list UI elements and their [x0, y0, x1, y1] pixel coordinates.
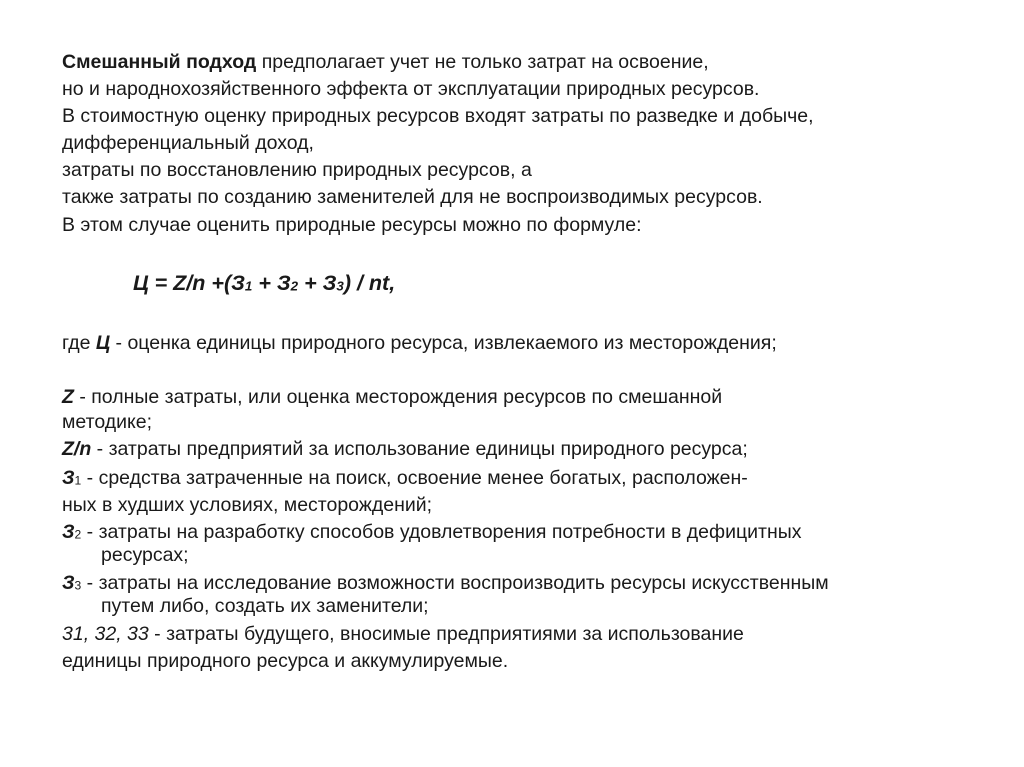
formula — [133, 271, 395, 296]
formula-sub-2: 2 — [290, 278, 299, 294]
formula-sub-3: 3 — [336, 278, 344, 294]
def-future — [62, 622, 744, 646]
intro-line-3: В стоимостную оценку природных ресурсов входят затраты по разведке и добыче, — [62, 105, 814, 127]
def-future-text: - затраты будущего, вносимые предприятиями за использование — [148, 623, 744, 645]
def-z1 — [62, 466, 748, 493]
intro-line-4: дифференциальный доход, — [62, 132, 314, 154]
def-z-text: - полные затраты, или оценка месторождения ресурсов по смешанной — [73, 386, 723, 408]
mixed-approach-term: Смешанный подход — [62, 51, 257, 73]
def-z2-symbol: З — [62, 521, 75, 543]
intro-line-6: также затраты по созданию заменителей для не воспроизводимых ресурсов. — [62, 186, 763, 208]
intro-line-5: затраты по восстановлению природных ресурсов, а — [62, 159, 532, 181]
def-c-prefix: где — [62, 332, 96, 354]
def-z2-text: - затраты на разработку способов удовлетворения потребности в дефицитных — [81, 521, 802, 543]
def-z1-symbol: З — [62, 467, 75, 489]
def-z-symbol: Z — [62, 386, 74, 408]
def-z2-sub: 2 — [74, 527, 82, 542]
def-zn-text: - затраты предприятий за использование единицы природного ресурса; — [91, 438, 748, 460]
formula-sub-1: 1 — [244, 278, 253, 294]
formula-part-3: + З — [298, 271, 337, 295]
def-zn-symbol: Z/n — [62, 438, 92, 460]
def-future-cont: единицы природного ресурса и аккумулируемые. — [62, 650, 509, 672]
def-c-text: - оценка единицы природного ресурса, извлекаемого из месторождения; — [110, 332, 777, 354]
formula-part-2: + З — [252, 271, 291, 295]
def-z3-sub: 3 — [74, 578, 82, 593]
formula-part-1: Ц = Z/n +(З — [133, 271, 245, 295]
intro-line-1 — [62, 50, 709, 74]
def-z1-cont: ных в худших условиях, месторождений; — [62, 494, 433, 516]
def-c-symbol: Ц — [95, 332, 111, 354]
def-z-cont: методике; — [62, 411, 153, 433]
intro-line-7: В этом случае оценить природные ресурсы можно по формуле: — [62, 214, 642, 236]
def-future-symbols: 31, 32, 33 — [62, 623, 149, 645]
def-z3-text: - затраты на исследование возможности воспроизводить ресурсы искусственным — [81, 572, 829, 594]
def-z3-cont: путем либо, создать их заменители; — [101, 595, 429, 617]
def-z — [62, 385, 722, 409]
def-z2-cont: ресурсах; — [101, 544, 189, 566]
def-zn — [62, 437, 748, 461]
def-z1-text: - средства затраченные на поиск, освоение менее богатых, расположен- — [81, 467, 748, 489]
def-z3-symbol: З — [62, 572, 75, 594]
def-z1-sub: 1 — [74, 473, 82, 488]
intro-line-2: но и народнохозяйственного эффекта от эксплуатации природных ресурсов. — [62, 78, 760, 100]
def-c — [62, 331, 777, 355]
intro-line-1-text: предполагает учет не только затрат на освоение, — [256, 51, 709, 73]
formula-part-4: ) / nt, — [343, 271, 396, 295]
